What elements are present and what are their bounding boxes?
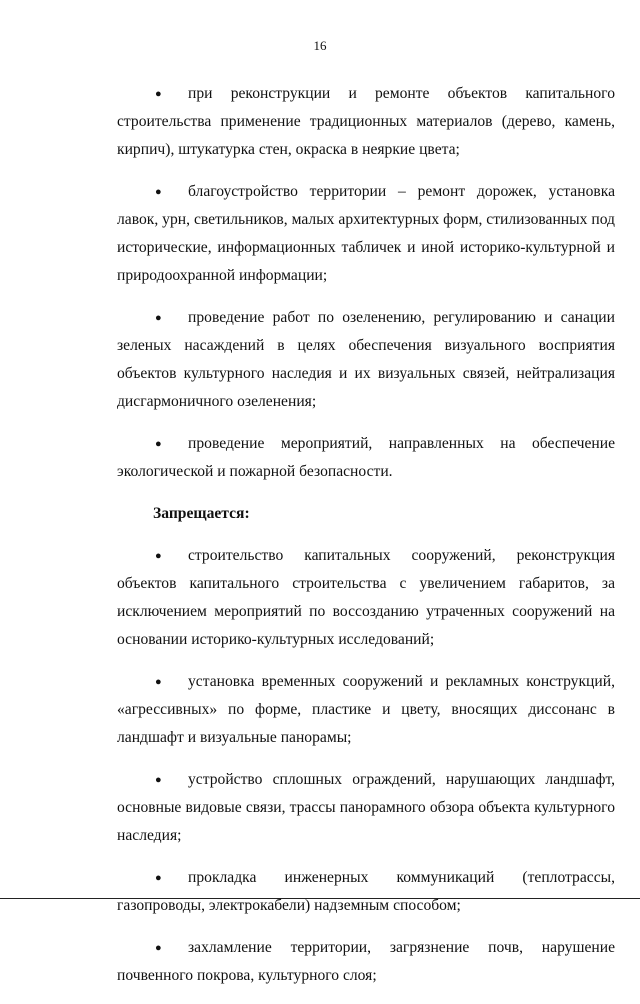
- bullet-icon: ●: [155, 438, 162, 450]
- bullet-icon: ●: [155, 942, 162, 954]
- list-item: [117, 178, 615, 290]
- bullet-icon: ●: [155, 186, 162, 198]
- list-item-text: строительство капитальных сооружений, реконструкция объектов капитального строительства с увеличением габаритов, за исключением мероприятий по воссозданию утраченных сооружений на основании историко-культурных исследований;: [117, 547, 615, 648]
- bullet-icon: ●: [155, 872, 162, 884]
- list-item-text: благоустройство территории – ремонт дорожек, установка лавок, урн, светильников, малых архитектурных форм, стилизованных под исторические, информационных табличек и иной историко-культурной и природоохранной информации;: [117, 183, 615, 284]
- list-item-text: устройство сплошных ограждений, нарушающих ландшафт, основные видовые связи, трассы панорамного обзора объекта культурного наследия;: [117, 771, 615, 844]
- bullet-icon: ●: [155, 774, 162, 786]
- list-item: [117, 934, 615, 990]
- bullet-icon: ●: [155, 550, 162, 562]
- bullet-icon: ●: [155, 88, 162, 100]
- list-item-text: прокладка инженерных коммуникаций (теплотрассы, газопроводы, электрокабели) надземным способом;: [117, 869, 615, 914]
- list-item-text: установка временных сооружений и рекламных конструкций, «агрессивных» по форме, пластике и цвету, вносящих диссонанс в ландшафт и визуальные панорамы;: [117, 673, 615, 746]
- bullet-icon: ●: [155, 312, 162, 324]
- document-body: [117, 80, 615, 1004]
- list-item: [117, 864, 615, 920]
- page-number: 16: [313, 38, 327, 53]
- list-item: [117, 668, 615, 752]
- list-item: [117, 80, 615, 164]
- list-item-text: при реконструкции и ремонте объектов капитального строительства применение традиционных материалов (дерево, камень, кирпич), штукатурка стен, окраска в неяркие цвета;: [117, 85, 615, 158]
- list-item: [117, 304, 615, 416]
- list-item: [117, 542, 615, 654]
- list-item-text: захламление территории, загрязнение почв, нарушение почвенного покрова, культурного слоя;: [117, 939, 615, 984]
- bullet-icon: ●: [155, 676, 162, 688]
- page-bottom-rule: [0, 898, 640, 899]
- list-item: [117, 766, 615, 850]
- section-heading: Запрещается:: [153, 505, 250, 522]
- list-item: [117, 430, 615, 486]
- list-item-text: проведение мероприятий, направленных на обеспечение экологической и пожарной безопасности.: [117, 435, 615, 480]
- list-item-text: проведение работ по озеленению, регулированию и санации зеленых насаждений в целях обеспечения визуального восприятия объектов культурного наследия и их визуальных связей, нейтрализация дисгармоничного озеленения;: [117, 309, 615, 410]
